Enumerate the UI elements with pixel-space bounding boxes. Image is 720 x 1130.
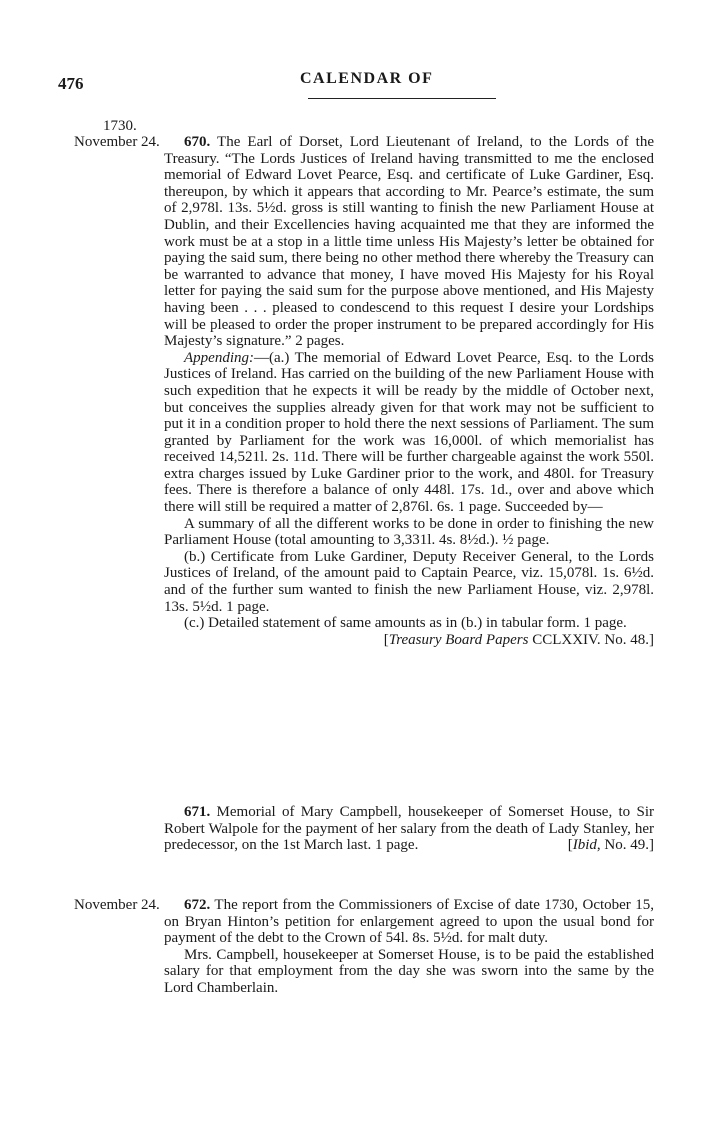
- citation-ref: , No. 49.]: [596, 837, 654, 854]
- summary-paragraph: A summary of all the different works to be done in order to finishing the new Parliament House (total amounting to 3,331l. 4s. 8½d.). ½ page.: [164, 515, 654, 549]
- margin-year: 1730.: [103, 118, 137, 134]
- header-rule: [308, 98, 496, 99]
- appending-label: Appending:: [184, 349, 254, 366]
- entry-number: 672.: [184, 897, 211, 913]
- entry-number: 670.: [184, 134, 211, 150]
- entry-672-paragraph: [164, 897, 654, 947]
- entry-671-paragraph: [164, 804, 654, 854]
- citation-ref: CCLXXIV. No. 48.]: [528, 631, 654, 648]
- entry-text: The report from the Commissioners of Excise of date 1730, October 15, on Bryan Hinton’s petition for enlargement agreed to upon the usual bond for payment of the debt to the Crown of 54l. 8s. 5½d. for malt duty.: [164, 897, 654, 947]
- statement-paragraph: [164, 615, 654, 648]
- citation: [548, 837, 654, 854]
- entry-number: 671.: [184, 804, 211, 820]
- margin-date-670: November 24.: [74, 134, 160, 150]
- appending-paragraph: [164, 350, 654, 516]
- entry-672: [164, 897, 654, 997]
- appending-text: —(a.) The memorial of Edward Lovet Pearce, Esq. to the Lords Justices of Ireland. Has carried on the building of the new Parliament House with such expedition that he expects it will be ready by the middle of October next, but conceives the supplies already given for that work may not be sufficient to put it in a condition proper to hold there the next sessions of Parliament. The sum granted by Parliament for the work was 16,000l. of which memorialist has received 14,521l. 2s. 11d. There will be further chargeable against the work 550l. extra charges issued by Luke Gardiner prior to the work, and 480l. for Treasury fees. There is therefore a balance of only 448l. 17s. 1d., over and above which there will still be required a matter of 2,876l. 6s. 1 page. Succeeded by—: [164, 349, 654, 516]
- margin-date-672: November 24.: [74, 897, 160, 913]
- entry-text: Memorial of Mary Campbell, housekeeper of Somerset House, to Sir Robert Walpole for the payment of her salary from the death of Lady Stanley, her predecessor, on the 1st March last. 1 page.: [164, 804, 654, 854]
- citation-open: [: [567, 837, 573, 854]
- entry-text: The Earl of Dorset, Lord Lieutenant of Ireland, to the Lords of the Treasury. “The Lords Justices of Ireland having transmitted to me the enclosed memorial of Edward Lovet Pearce, Esq. and certificate of Luke Gardiner, Esq. thereupon, by which it appears that according to Mr. Pearce’s estimate, the sum of 2,978l. 13s. 5½d. gross is still wanting to finish the new Parliament House at Dublin, and their Excellencies having acquainted me that they are informed the work must be at a stop in a little time unless His Majesty’s letter be obtained for paying the said sum, there being no other method there whereby the Treasury can be warranted to advance that money, I have moved His Majesty for his Royal letter for paying the said sum for the purpose above mentioned, and His Majesty having been . . . pleased to condescend to this request I desire your Lordships will be pleased to order the proper instrument to be prepared accordingly for His Majesty’s signature.” 2 pages.: [164, 134, 654, 350]
- citation-open: [: [383, 631, 389, 648]
- entry-670: [164, 134, 654, 648]
- entry-670-paragraph: [164, 134, 654, 350]
- entry-671: [164, 804, 654, 854]
- page-number: 476: [58, 74, 84, 93]
- citation-title: Ibid: [572, 837, 597, 854]
- citation: [364, 632, 654, 649]
- citation-title: Treasury Board Papers: [388, 631, 529, 648]
- running-head: CALENDAR OF: [300, 70, 434, 87]
- certificate-paragraph: (b.) Certificate from Luke Gardiner, Deputy Receiver General, to the Lords Justices of Ireland, of the amount paid to Captain Pearce, viz. 15,078l. 1s. 6½d. and of the further sum wanted to finish the new Parliament House, viz. 2,978l. 13s. 5½d. 1 page.: [164, 548, 654, 615]
- entry-672-paragraph-2: Mrs. Campbell, housekeeper at Somerset House, is to be paid the established salary for that employment from the day she was sworn into the same by the Lord Chamberlain.: [164, 946, 654, 996]
- statement-text: (c.) Detailed statement of same amounts as in (b.) in tabular form. 1 page.: [184, 615, 627, 632]
